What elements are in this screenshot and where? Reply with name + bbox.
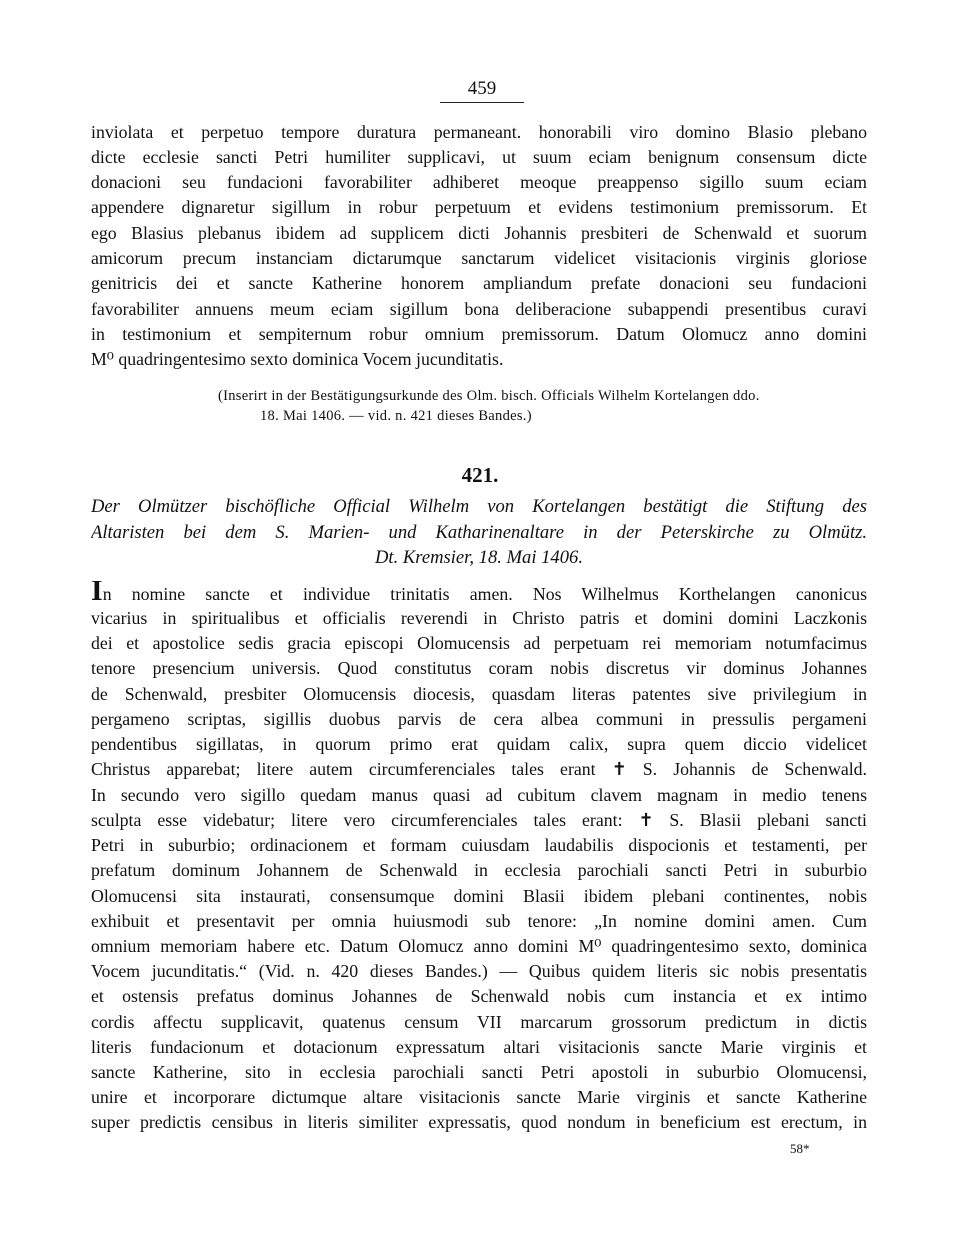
text-line: dicte ecclesie sancti Petri humiliter supplicavi, ut suum eciam benignum consensum dicte: [91, 147, 867, 167]
text-line: de Schenwald, presbiter Olomucensis diocesis, quasdam literas patentes sive privilegium in: [91, 684, 867, 704]
regest-date-line: Dt. Kremsier, 18. Mai 1406.: [375, 547, 583, 568]
text-line: literis fundacionum et dotacionum expressatum altari visitacionis sancte Marie virginis et: [91, 1037, 867, 1057]
text-line: pergameno scriptas, sigillis duobus parvis de cera albea communi in pressulis pergameni: [91, 709, 867, 729]
regest-line: Altaristen bei dem S. Marien- und Katharinenaltare in der Peterskirche zu Olmütz.: [91, 522, 867, 543]
text-line: cordis affectu supplicavit, quatenus censum VII marcarum grossorum predictum in dictis: [91, 1012, 867, 1032]
document-number: 421.: [461, 463, 499, 487]
text-line: omnium memoriam habere etc. Datum Olomucz anno domini M⁰ quadringentesimo sexto, dominica: [91, 936, 867, 956]
initial-letter: I: [91, 581, 103, 606]
page-number: 459: [467, 78, 497, 99]
page-number-rule: [440, 102, 524, 103]
text-line: Olomucensi sita instaurati, consensumque domini Blasii ibidem plebani continentes, nobis: [91, 886, 867, 906]
text-line: appendere dignaretur sigillum in robur perpetuum et evidens testimonium premissorum. Et: [91, 197, 867, 217]
text-line: M⁰ quadringentesimo sexto dominica Vocem jucunditatis.: [91, 349, 504, 369]
text-line: pendentibus sigillatas, in quorum primo erat quidam calix, supra quem diccio videlicet: [91, 734, 867, 754]
text-line: super predictis censibus in literis similiter expressatis, quod nondum in beneficium est erectum, in: [91, 1112, 867, 1132]
text-line: Christus apparebat; litere autem circumferenciales tales erant ✝ S. Johannis de Schenwald.: [91, 759, 867, 779]
text-line: ego Blasius plebanus ibidem ad supplicem dicti Johannis presbiteri de Schenwald et suorum: [91, 223, 867, 243]
text-line: in testimonium et sempiternum robur omnium premissorum. Datum Olomucz anno domini: [91, 324, 867, 344]
text-line: sculpta esse videbatur; litere vero circumferenciales tales erant: ✝ S. Blasii plebani sancti: [91, 810, 867, 830]
text-line: dei et apostolice sedis gracia episcopi Olomucensis ad perpetuam rei memoriam notumfacimus: [91, 633, 867, 653]
text-line: In secundo vero sigillo quedam manus quasi ad cubitum clavem magnam in medio tenens: [91, 785, 867, 805]
text-line: tenore presencium universis. Quod constitutus coram nobis discretus vir dominus Johannes: [91, 658, 867, 678]
first-text-line: [91, 581, 867, 606]
text-line: Vocem jucunditatis.“ (Vid. n. 420 dieses Bandes.) — Quibus quidem literis sic nobis presentatis: [91, 961, 867, 981]
text-line: donacioni seu fundacioni favorabiliter adhiberet meoque preappenso sigillo suum eciam: [91, 172, 867, 192]
text-line: vicarius in spiritualibus et officialis reverendi in Christo patris et domini domini Laczkonis: [91, 608, 867, 628]
source-note-line: (Inserirt in der Bestätigungsurkunde des Olm. bisch. Officials Wilhelm Kortelangen ddo.: [218, 388, 760, 404]
first-line-text: n nomine sancte et individue trinitatis amen. Nos Wilhelmus Korthelangen canonicus: [102, 584, 867, 604]
text-line: genitricis dei et sancte Katherine honorem ampliandum prefate donacioni seu fundacioni: [91, 273, 867, 293]
text-line: unire et incorporare dictumque altare visitacionis sancte Marie virginis et sancte Katherine: [91, 1087, 867, 1107]
text-line: exhibuit et presentavit per omnia huiusmodi sub tenore: „In nomine domini amen. Cum: [91, 911, 867, 931]
text-line: prefatum dominum Johannem de Schenwald in ecclesia parochiali sancti Petri in suburbio: [91, 860, 867, 880]
regest-line: Der Olmützer bischöfliche Official Wilhelm von Kortelangen bestätigt die Stiftung des: [91, 496, 867, 517]
text-line: favorabiliter annuens meum eciam sigillum bona deliberacione subappendi presentibus curavi: [91, 299, 867, 319]
sheet-signature: 58*: [790, 1141, 810, 1156]
text-line: inviolata et perpetuo tempore duratura permaneant. honorabili viro domino Blasio plebano: [91, 122, 867, 142]
text-line: Petri in suburbio; ordinacionem et formam cuiusdam laudabilis dispocionis et testamenti, per: [91, 835, 867, 855]
source-note-line: 18. Mai 1406. — vid. n. 421 dieses Bandes.): [260, 408, 532, 424]
text-line: et ostensis prefatus dominus Johannes de Schenwald nobis cum instancia et ex intimo: [91, 986, 867, 1006]
text-line: sancte Katherine, sito in ecclesia parochiali sancti Petri apostoli in suburbio Olomucensi,: [91, 1062, 867, 1082]
text-line: amicorum precum instanciam dictarumque sanctarum videlicet visitacionis virginis gloriose: [91, 248, 867, 268]
